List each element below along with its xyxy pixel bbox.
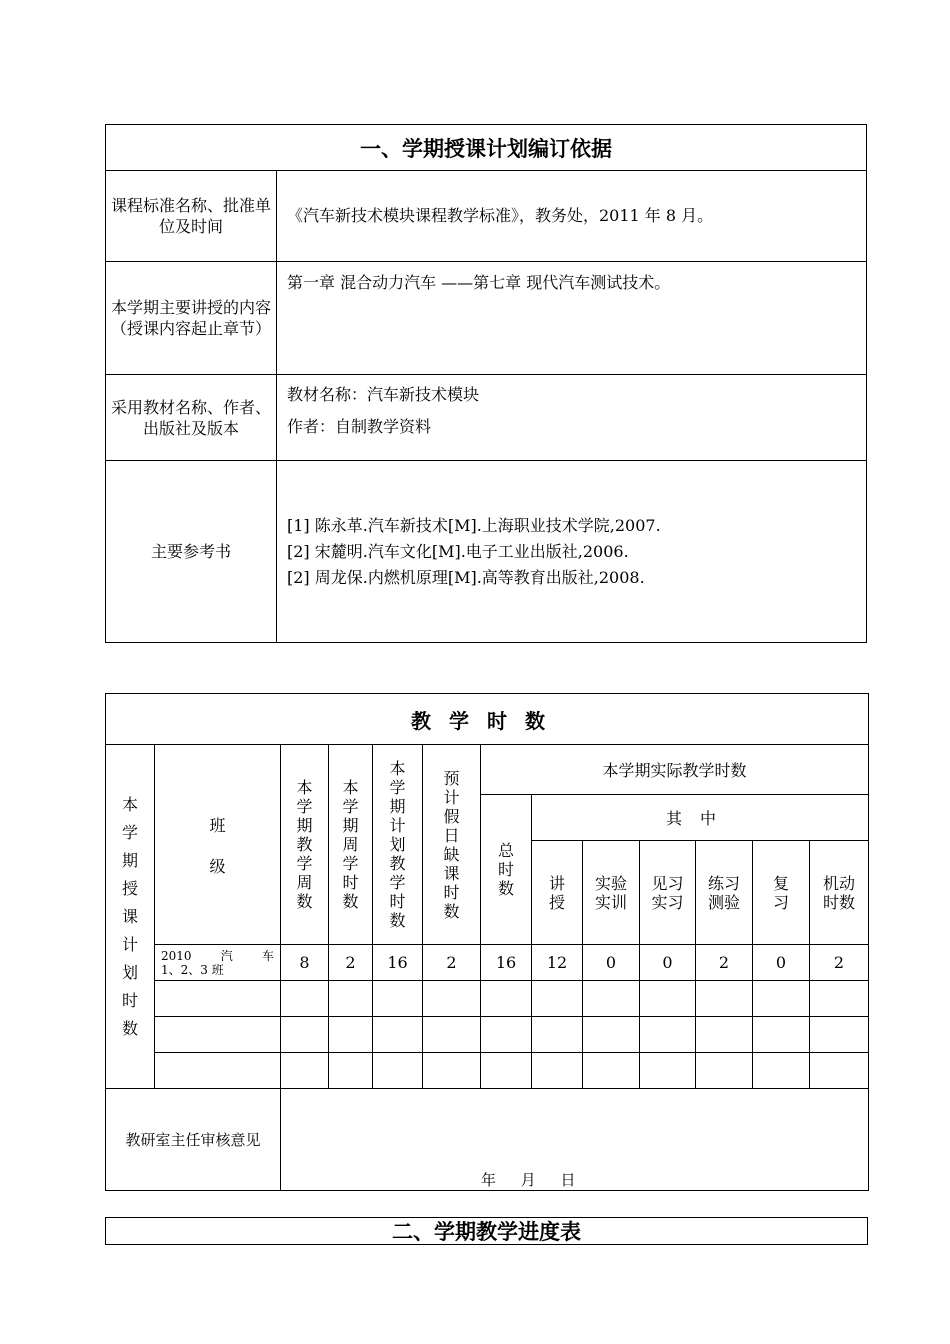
- hours-table: [105, 693, 869, 1191]
- row-value-standard: [277, 171, 867, 262]
- class-major-a: 汽: [220, 948, 233, 963]
- header-review: 复习: [773, 873, 790, 912]
- header-lab: 实验实训: [583, 841, 640, 945]
- cell-observe: 0: [640, 945, 696, 981]
- header-actual: 本学期实际教学时数: [481, 745, 869, 795]
- header-exercise: 练习测验: [696, 841, 753, 945]
- reference-item: [2] 周龙保.内燃机原理[M].高等教育出版社,2008.: [287, 567, 645, 587]
- row-value-content: [277, 262, 867, 375]
- textbook-name: 教材名称：汽车新技术模块: [287, 385, 480, 404]
- cell-review: 0: [753, 945, 810, 981]
- review-date: 年 月 日: [481, 1170, 576, 1189]
- review-area: [281, 1089, 869, 1191]
- header-weekly: 本学期周学时数: [342, 778, 359, 911]
- class-header: [155, 745, 281, 945]
- header-weekly-cell: [329, 745, 373, 945]
- class-name-line1: [161, 949, 274, 963]
- class-header-top: 班: [209, 815, 226, 835]
- header-total-cell: [481, 795, 532, 945]
- textbook-author: 作者：自制教学资料: [287, 417, 432, 436]
- header-planned: 本学期计划教学时数: [389, 759, 406, 930]
- cell-lab: 0: [583, 945, 640, 981]
- row-label-references: 主要参考书: [106, 461, 277, 643]
- standard-text: 《汽车新技术模块课程教学标准》，教务处，2011 年 8 月。: [287, 206, 714, 225]
- table-row: [106, 1053, 869, 1089]
- header-observe: 见习实习: [640, 841, 696, 945]
- section2-title: 二、学期教学进度表: [105, 1217, 868, 1245]
- cell-flex: 2: [810, 945, 869, 981]
- class-name-cell: [155, 945, 281, 981]
- header-weeks-cell: [281, 745, 329, 945]
- cell-total: 16: [481, 945, 532, 981]
- header-flex: 机动时数: [810, 841, 869, 945]
- class-name-line2: 1、2、3 班: [161, 962, 224, 977]
- side-label: 本学期授课计划时数: [122, 794, 139, 1038]
- table-row: [106, 1017, 869, 1053]
- table-row: [106, 945, 869, 981]
- class-major-b: 车: [261, 948, 274, 963]
- hours-title: 教学时数: [106, 694, 869, 745]
- header-total: 总时数: [498, 841, 515, 898]
- header-lecture-cell: [532, 841, 583, 945]
- review-label: 教研室主任审核意见: [106, 1089, 281, 1191]
- row-label-textbook: 采用教材名称、作者、出版社及版本: [106, 375, 277, 461]
- section1-title: 一、学期授课计划编订依据: [106, 125, 867, 171]
- side-label-cell: [106, 745, 155, 1089]
- header-absent: 预计假日缺课时数: [443, 768, 460, 921]
- basis-table: [105, 124, 867, 643]
- reference-item: [2] 宋麓明.汽车文化[M].电子工业出版社,2006.: [287, 541, 629, 561]
- header-weeks: 本学期教学周数: [296, 778, 313, 911]
- content-text: 第一章 混合动力汽车 ——第七章 现代汽车测试技术。: [287, 273, 671, 292]
- header-planned-cell: [373, 745, 423, 945]
- reference-item: [1] 陈永革.汽车新技术[M].上海职业技术学院,2007.: [287, 515, 661, 535]
- cell-lecture: 12: [532, 945, 583, 981]
- cell-absent: 2: [423, 945, 481, 981]
- cell-exercise: 2: [696, 945, 753, 981]
- row-label-content: 本学期主要讲授的内容（授课内容起止章节）: [106, 262, 277, 375]
- row-label-standard: 课程标准名称、批准单位及时间: [106, 171, 277, 262]
- row-value-textbook: [277, 375, 867, 461]
- class-header-bottom: 级: [209, 856, 226, 876]
- review-date-container: [281, 1090, 868, 1190]
- header-among: 其中: [532, 795, 869, 841]
- cell-weeks: 8: [281, 945, 329, 981]
- table-row: [106, 981, 869, 1017]
- row-value-references: [277, 461, 867, 643]
- header-absent-cell: [423, 745, 481, 945]
- class-year: 2010: [161, 948, 192, 963]
- cell-weekly: 2: [329, 945, 373, 981]
- cell-planned: 16: [373, 945, 423, 981]
- header-lecture: 讲授: [549, 873, 566, 912]
- header-review-cell: [753, 841, 810, 945]
